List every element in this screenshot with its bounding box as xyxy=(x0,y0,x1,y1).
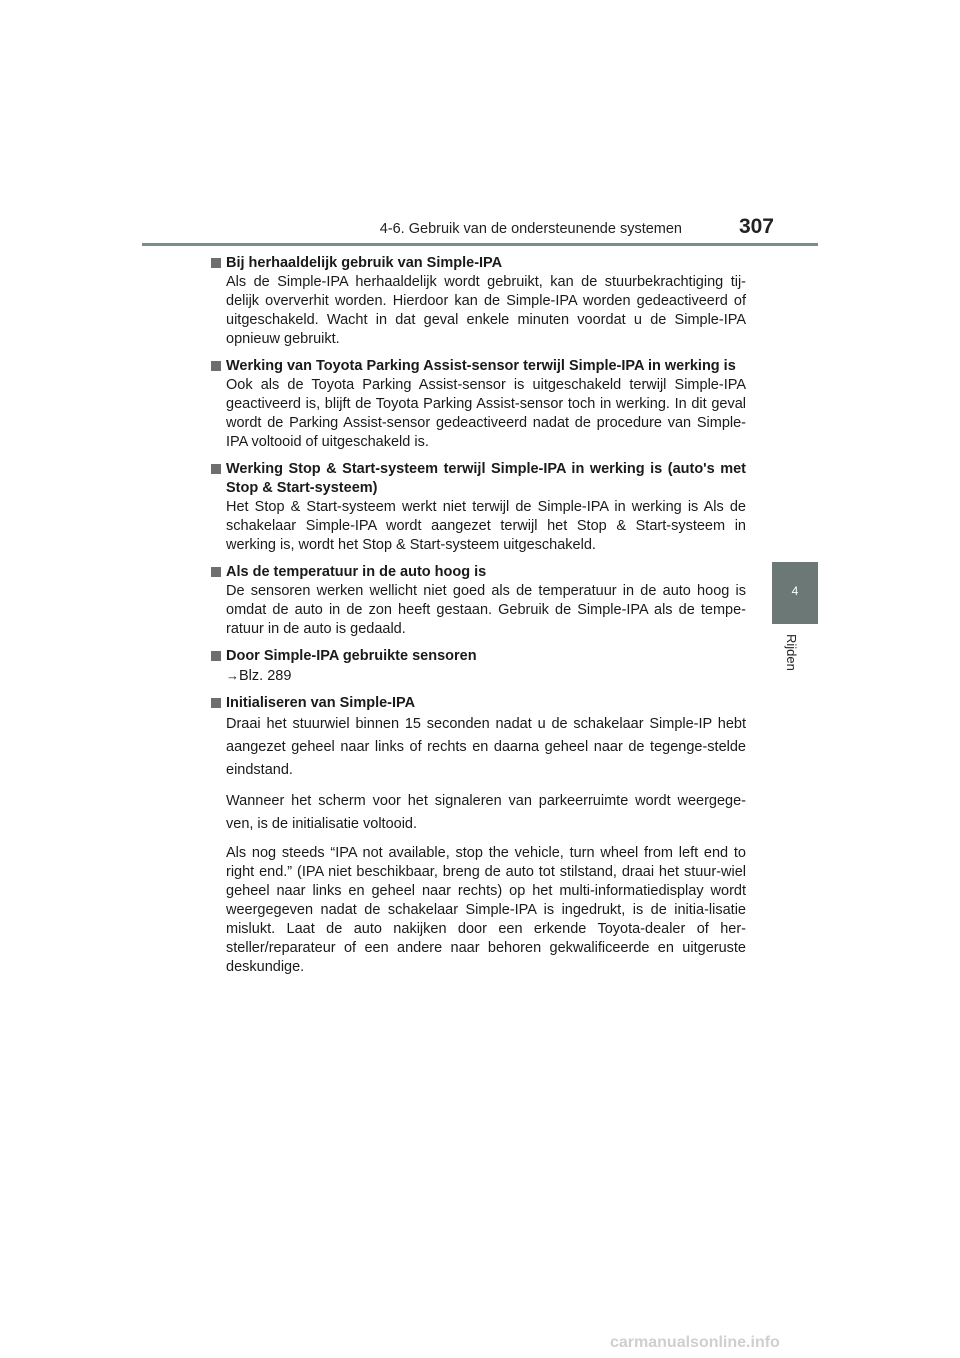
section-heading-text: Werking Stop & Start-systeem terwijl Simple-IPA in werking is (auto's met Stop & Start-systeem) xyxy=(226,461,746,496)
section-heading xyxy=(210,254,746,273)
watermark-text: carmanualsonline.info xyxy=(610,1334,780,1351)
square-bullet-icon xyxy=(211,567,221,577)
section-paragraph: Het Stop & Start-systeem werkt niet terwijl de Simple-IPA in werking is Als de schakelaar Simple-IPA wordt aangezet terwijl het Stop & Start-systeem in werking is, wordt het Stop & Start-systeem uitgeschakeld. xyxy=(226,499,746,553)
page-reference xyxy=(210,666,746,686)
header-rule xyxy=(142,243,818,246)
page-content xyxy=(210,254,746,985)
section-heading-text: Bij herhaaldelijk gebruik van Simple-IPA xyxy=(226,255,503,271)
page-number: 307 xyxy=(738,215,774,238)
arrow-right-icon: → xyxy=(226,668,239,683)
header-section-title: 4-6. Gebruik van de ondersteunende systemen xyxy=(379,221,682,237)
square-bullet-icon xyxy=(211,698,221,708)
section-heading-text: Initialiseren van Simple-IPA xyxy=(226,695,416,711)
section-paragraph: De sensoren werken wellicht niet goed als de temperatuur in de auto hoog is omdat de auto in de zon heeft gestaan. Gebruik de Simple-IPA als de tempe-ratuur in de auto is gedaald. xyxy=(226,583,746,637)
section-stop-start-systeem xyxy=(210,460,746,555)
page-header xyxy=(142,0,818,246)
square-bullet-icon xyxy=(211,361,221,371)
square-bullet-icon xyxy=(211,464,221,474)
section-sensoren xyxy=(210,647,746,686)
section-parking-assist-sensor xyxy=(210,357,746,452)
section-paragraph: Draai het stuurwiel binnen 15 seconden nadat u de schakelaar Simple-IP hebt aangezet geheel naar links of rechts en daarna geheel naar de tegenge-stelde eindstand. xyxy=(226,716,746,778)
section-heading xyxy=(210,460,746,498)
section-herhaaldelijk-gebruik xyxy=(210,254,746,349)
section-heading xyxy=(210,357,746,376)
section-paragraph: Als de Simple-IPA herhaaldelijk wordt gebruikt, kan de stuurbekrachtiging tij-delijk oververhit worden. Hierdoor kan de Simple-IPA worden gedeactiveerd of uitgeschakeld. Wacht in dat geval enkele minuten voordat u de Simple-IPA opnieuw gebruikt. xyxy=(226,274,746,347)
section-heading xyxy=(210,647,746,666)
section-paragraph: Als nog steeds “IPA not available, stop the vehicle, turn wheel from left end to right end.” (IPA niet beschikbaar, breng de auto tot stilstand, draai het stuur-wiel geheel naar links en geheel naar rechts) op het multi-informatiedisplay wordt weergegeven nadat de schakelaar Simple-IPA is ingedrukt, is de initia-lisatie mislukt. Laat de auto nakijken door een erkende Toyota-dealer of her-steller/reparateur of een andere naar behoren gekwalificeerde en uitgeruste deskundige. xyxy=(226,845,746,975)
section-paragraph: Ook als de Toyota Parking Assist-sensor is uitgeschakeld terwijl Simple-IPA geactiveerd is, blijft de Toyota Parking Assist-sensor toch in werking. In dit geval wordt de Parking Assist-sensor gedeactiveerd nadat de procedure van Simple-IPA voltooid of uitgeschakeld is. xyxy=(226,377,746,450)
square-bullet-icon xyxy=(211,651,221,661)
section-temperatuur xyxy=(210,563,746,639)
square-bullet-icon xyxy=(211,258,221,268)
section-paragraph: Wanneer het scherm voor het signaleren van parkeerruimte wordt weergege-ven, is de initialisatie voltooid. xyxy=(226,793,746,832)
section-heading-text: Werking van Toyota Parking Assist-sensor terwijl Simple-IPA in werking is xyxy=(226,358,736,374)
chapter-number: 4 xyxy=(791,584,799,598)
section-heading xyxy=(210,694,746,713)
section-initialiseren xyxy=(210,694,746,977)
page-reference-link: Blz. 289 xyxy=(239,668,292,684)
section-heading-text: Door Simple-IPA gebruikte sensoren xyxy=(226,648,477,664)
chapter-label: Rijden xyxy=(784,634,799,671)
chapter-tab xyxy=(772,562,818,624)
section-heading-text: Als de temperatuur in de auto hoog is xyxy=(226,564,487,580)
section-heading xyxy=(210,563,746,582)
